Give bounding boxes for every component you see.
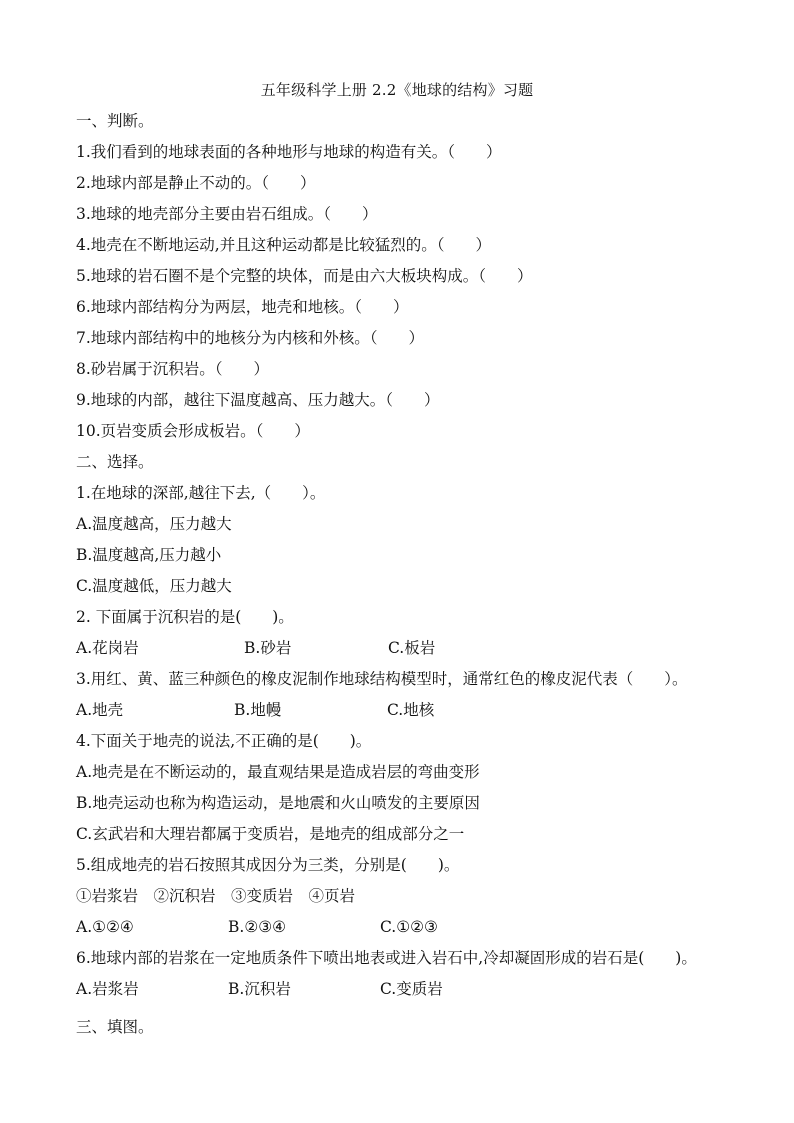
choice-question-6: 6.地球内部的岩浆在一定地质条件下喷出地表或进入岩石中,冷却凝固形成的岩石是( )。 <box>76 949 697 967</box>
choice-1-option-c: C.温度越低，压力越大 <box>76 577 232 595</box>
judgment-item-6: 6.地球内部结构分为两层，地壳和地核。（ ） <box>76 298 409 316</box>
choice-question-4: 4.下面关于地壳的说法,不正确的是( )。 <box>76 732 372 750</box>
choice-question-1: 1.在地球的深部,越往下去,（ ）。 <box>76 484 326 502</box>
judgment-item-9: 9.地球的内部，越往下温度越高、压力越大。（ ） <box>76 391 440 409</box>
choice-2-option-c: C.板岩 <box>388 639 436 657</box>
choice-2-option-b: B.砂岩 <box>244 639 292 657</box>
choice-3-option-b: B.地幔 <box>234 701 282 719</box>
choice-3-options <box>76 699 716 721</box>
judgment-item-3: 3.地球的地壳部分主要由岩石组成。（ ） <box>76 205 378 223</box>
choice-6-option-a: A.岩浆岩 <box>76 980 139 998</box>
choice-4-option-a: A.地壳是在不断运动的，最直观结果是造成岩层的弯曲变形 <box>76 763 480 781</box>
choice-6-option-c: C.变质岩 <box>380 980 443 998</box>
choice-2-option-a: A.花岗岩 <box>76 639 139 657</box>
choice-2-options <box>76 637 716 659</box>
section-heading-judgment: 一、判断。 <box>76 112 154 130</box>
choice-question-3: 3.用红、黄、蓝三种颜色的橡皮泥制作地球结构模型时，通常红色的橡皮泥代表（ ）。 <box>76 670 688 688</box>
choice-5-options <box>76 916 716 938</box>
choice-1-option-a: A.温度越高，压力越大 <box>76 515 232 533</box>
judgment-item-7: 7.地球内部结构中的地核分为内核和外核。（ ） <box>76 329 425 347</box>
page-title: 五年级科学上册 2.2《地球的结构》习题 <box>260 81 534 99</box>
choice-5-option-c: C.①②③ <box>380 918 438 936</box>
section-heading-fill-diagram: 三、填图。 <box>76 1018 154 1036</box>
choice-3-option-a: A.地壳 <box>76 701 124 719</box>
choice-5-choices: ①岩浆岩 ②沉积岩 ③变质岩 ④页岩 <box>76 887 356 905</box>
judgment-item-8: 8.砂岩属于沉积岩。（ ） <box>76 360 270 378</box>
choice-1-option-b: B.温度越高,压力越小 <box>76 546 222 564</box>
judgment-item-5: 5.地球的岩石圈不是个完整的块体，而是由六大板块构成。（ ） <box>76 267 533 285</box>
choice-3-option-c: C.地核 <box>387 701 435 719</box>
judgment-item-10: 10.页岩变质会形成板岩。（ ） <box>76 422 310 440</box>
choice-5-option-a: A.①②④ <box>76 918 134 936</box>
section-heading-choice: 二、选择。 <box>76 453 154 471</box>
choice-5-option-b: B.②③④ <box>228 918 287 936</box>
choice-4-option-b: B.地壳运动也称为构造运动，是地震和火山喷发的主要原因 <box>76 794 480 812</box>
choice-question-5: 5.组成地壳的岩石按照其成因分为三类，分别是( )。 <box>76 856 460 874</box>
judgment-item-2: 2.地球内部是静止不动的。（ ） <box>76 174 316 192</box>
judgment-item-1: 1.我们看到的地球表面的各种地形与地球的构造有关。（ ） <box>76 143 502 161</box>
choice-question-2: 2. 下面属于沉积岩的是( )。 <box>76 608 294 626</box>
choice-4-option-c: C.玄武岩和大理岩都属于变质岩，是地壳的组成部分之一 <box>76 825 465 843</box>
judgment-item-4: 4.地壳在不断地运动,并且这种运动都是比较猛烈的。（ ） <box>76 236 491 254</box>
choice-6-options <box>76 978 716 1000</box>
choice-6-option-b: B.沉积岩 <box>228 980 291 998</box>
